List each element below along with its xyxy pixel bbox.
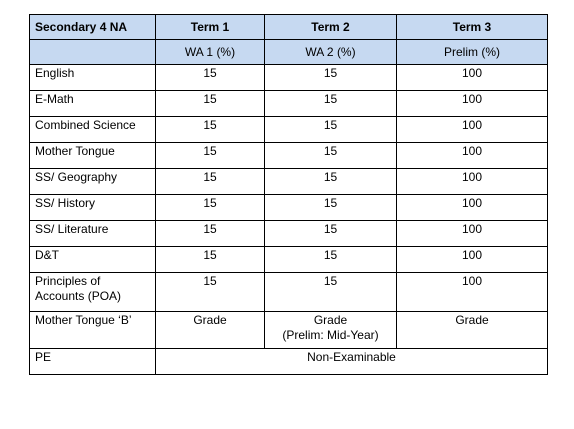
term1-cell: 15 [156,65,265,91]
term1-cell: 15 [156,169,265,195]
subject-line-1: Principles of [35,274,101,288]
subject-cell: SS/ History [30,195,156,221]
term3-cell: 100 [397,65,548,91]
table-row [30,221,548,247]
term3-cell: 100 [397,117,548,143]
term3-cell: 100 [397,143,548,169]
header-term-2: Term 2 [265,15,397,40]
subject-cell: PE [30,349,156,375]
term2-cell: 15 [265,195,397,221]
subheader-prelim: Prelim (%) [397,40,548,65]
term2-cell: 15 [265,65,397,91]
term3-cell: 100 [397,195,548,221]
header-level: Secondary 4 NA [30,15,156,40]
term1-cell: 15 [156,91,265,117]
term3-cell: 100 [397,91,548,117]
term2-cell: 15 [265,273,397,312]
term3-cell: 100 [397,247,548,273]
term1-cell: 15 [156,247,265,273]
table-row [30,117,548,143]
header-term-3: Term 3 [397,15,548,40]
subheader-wa1: WA 1 (%) [156,40,265,65]
term2-cell: 15 [265,117,397,143]
assessment-table [29,14,548,375]
term2-cell: 15 [265,247,397,273]
term1-cell: 15 [156,273,265,312]
term2-line-1: Grade [313,313,348,327]
header-term-1: Term 1 [156,15,265,40]
term3-cell: 100 [397,273,548,312]
term2-cell: 15 [265,143,397,169]
subject-line-2: Accounts (POA) [35,289,122,303]
table-row [30,195,548,221]
subject-cell: SS/ Literature [30,221,156,247]
subject-cell: Mother Tongue ‘B’ [30,312,156,349]
table-row [30,65,548,91]
non-examinable-cell: Non-Examinable [156,349,548,375]
subject-cell: Mother Tongue [30,143,156,169]
term1-cell: Grade [156,312,265,349]
table-row [30,143,548,169]
term3-cell: 100 [397,169,548,195]
term1-cell: 15 [156,221,265,247]
subheader-wa2: WA 2 (%) [265,40,397,65]
subject-cell [30,273,156,312]
table-row [30,169,548,195]
term1-cell: 15 [156,143,265,169]
subheader-row [30,40,548,65]
term2-cell [265,312,397,349]
table-row [30,273,548,312]
term2-cell: 15 [265,221,397,247]
subject-cell: Combined Science [30,117,156,143]
table-row-mother-tongue-b [30,312,548,349]
table-row [30,91,548,117]
subject-cell: D&T [30,247,156,273]
term1-cell: 15 [156,117,265,143]
term1-cell: 15 [156,195,265,221]
term3-cell: Grade [397,312,548,349]
header-row [30,15,548,40]
subheader-empty [30,40,156,65]
subject-cell: English [30,65,156,91]
subject-cell: SS/ Geography [30,169,156,195]
term2-line-2: (Prelim: Mid-Year) [282,328,379,342]
term2-cell: 15 [265,169,397,195]
term2-cell: 15 [265,91,397,117]
table-row [30,247,548,273]
subject-cell: E-Math [30,91,156,117]
term3-cell: 100 [397,221,548,247]
table-row-pe [30,349,548,375]
